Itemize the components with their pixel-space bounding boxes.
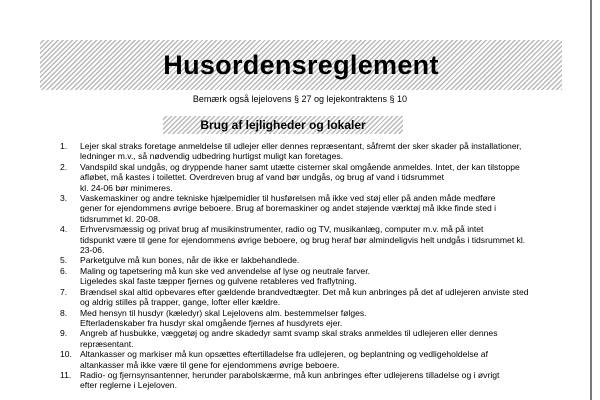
rule-text xyxy=(80,349,568,370)
rule-item xyxy=(60,266,568,287)
rule-text-line: gener for ejendommens øvrige beboere. Brug af boremaskiner og andet støjende værktøj må ikke finde sted i xyxy=(80,203,497,214)
rule-text-line: efter reglerne i Lejeloven. xyxy=(80,380,177,391)
rule-text-line: kl. 24-06 bør minimeres. xyxy=(80,182,173,193)
rule-number: 6. xyxy=(60,265,68,276)
rule-number: 4. xyxy=(60,224,68,235)
rule-text-line: repræsentant. xyxy=(80,338,134,349)
rule-item xyxy=(60,162,568,193)
rule-number: 11. xyxy=(60,369,72,380)
rule-text-line: Maling og tapetsering må kun ske ved anvendelse af lyse og neutrale farver. xyxy=(80,265,370,276)
rule-number: 10. xyxy=(60,349,72,360)
rule-text xyxy=(80,370,568,391)
rule-text-line: Radio- og fjernsynsantenner, herunder parabolskærme, må kun anbringes efter udlejerens tilladelse og i øvrigt xyxy=(80,369,500,380)
rule-text-line: Altankasser og markiser må kun opsættes eftertilladelse fra udlejeren, og beplantning og vedligeholdelse af xyxy=(80,349,488,360)
rule-text-line: tidsrummet kl. 20-08. xyxy=(80,213,161,224)
rule-text xyxy=(80,193,568,224)
rule-item xyxy=(60,141,568,162)
rule-text-line: Vaskemaskiner og andre tekniske hjælpemidler til husførelsen må ikke ved støj eller på anden måde medføre xyxy=(80,193,496,204)
section-heading: Brug af lejligheder og lokaler xyxy=(200,118,366,132)
rule-text xyxy=(80,141,568,162)
rule-item xyxy=(60,308,568,329)
rule-text-line: altankasser må ikke være til gene for ejendommens øvrige beboere. xyxy=(80,359,340,370)
rule-item xyxy=(60,349,568,370)
rule-text-line: Vandspild skal undgås, og dryppende haner samt utætte cisterner skal omgående anmeldes. Intet, der kan tilstoppe xyxy=(80,161,520,172)
rule-text-line: Ligeledes skal faste tæpper fjernes og gulvene retableres ved fraflytning. xyxy=(80,276,357,287)
rule-number: 2. xyxy=(60,161,68,172)
rule-number: 1. xyxy=(60,141,68,151)
rule-text-line: tidspunkt være til gene for ejendommens øvrige beboere, og brug heraf bør almindeligvis helt undgås i tidsrummet kl. xyxy=(80,234,526,245)
rule-number: 9. xyxy=(60,328,68,339)
rule-number: 8. xyxy=(60,307,68,318)
rule-item xyxy=(60,224,568,255)
rule-text-line: afløbet, må kastes i toilettet. Overdreven brug af vand bør undgås, og brug af vand i tidsrummet xyxy=(80,172,444,183)
rule-item xyxy=(60,328,568,349)
rule-number: 3. xyxy=(60,193,68,204)
rule-text xyxy=(80,255,568,265)
page-subtitle: Bemærk også lejelovens § 27 og lejekontraktens § 10 xyxy=(192,94,408,104)
rule-item xyxy=(60,193,568,224)
rule-number: 5. xyxy=(60,255,68,266)
rule-item xyxy=(60,370,568,391)
rule-text-line: Angreb af husbukke, væggetøj og andre skadedyr samt svamp skal straks anmeldes til udlejeren eller dennes xyxy=(80,328,498,339)
rules-list xyxy=(60,141,568,391)
rule-text-line: Erhvervsmæssig og privat brug af musikinstrumenter, radio og TV, musikanlæg, computer m.v. må på intet xyxy=(80,224,484,235)
rule-item xyxy=(60,255,568,265)
rule-text xyxy=(80,266,568,287)
rule-text-line: Efterladenskaber fra husdyr skal omgående fjernes af husdyrets ejer. xyxy=(80,317,343,328)
rule-text-line: og aldrig stilles på trapper, gange, lofter eller kældre. xyxy=(80,297,281,308)
rule-text xyxy=(80,328,568,349)
rule-text-line: Med hensyn til husdyr (kæledyr) skal Lejelovens alm. bestemmelser følges. xyxy=(80,307,367,318)
page-edge-divider xyxy=(590,0,592,400)
rule-text xyxy=(80,224,568,255)
title-banner xyxy=(40,40,562,90)
rule-number: 7. xyxy=(60,286,68,297)
rule-item xyxy=(60,287,568,308)
rule-text-line: 23-06. xyxy=(80,245,105,256)
rule-text-line: Lejer skal straks foretage anmeldelse til udlejer eller dennes repræsentant, såfremt der sker skader på installationer, xyxy=(80,141,522,151)
rule-text xyxy=(80,287,568,308)
rule-text-line: Parketgulve må kun bones, når de ikke er lakbehandlede. xyxy=(80,255,300,266)
rule-text-line: ledninger m.v., så nødvendig udbedring hurtigst muligt kan foretages. xyxy=(80,151,344,162)
rule-text-line: Brændsel skal altid opbevares efter gældende brandvedtægter. Det må kun anbringes på det af udlejeren anviste sted xyxy=(80,286,529,297)
rule-text xyxy=(80,162,568,193)
section-banner xyxy=(163,116,403,134)
page-title: Husordensreglement xyxy=(163,49,439,80)
rule-text xyxy=(80,308,568,329)
